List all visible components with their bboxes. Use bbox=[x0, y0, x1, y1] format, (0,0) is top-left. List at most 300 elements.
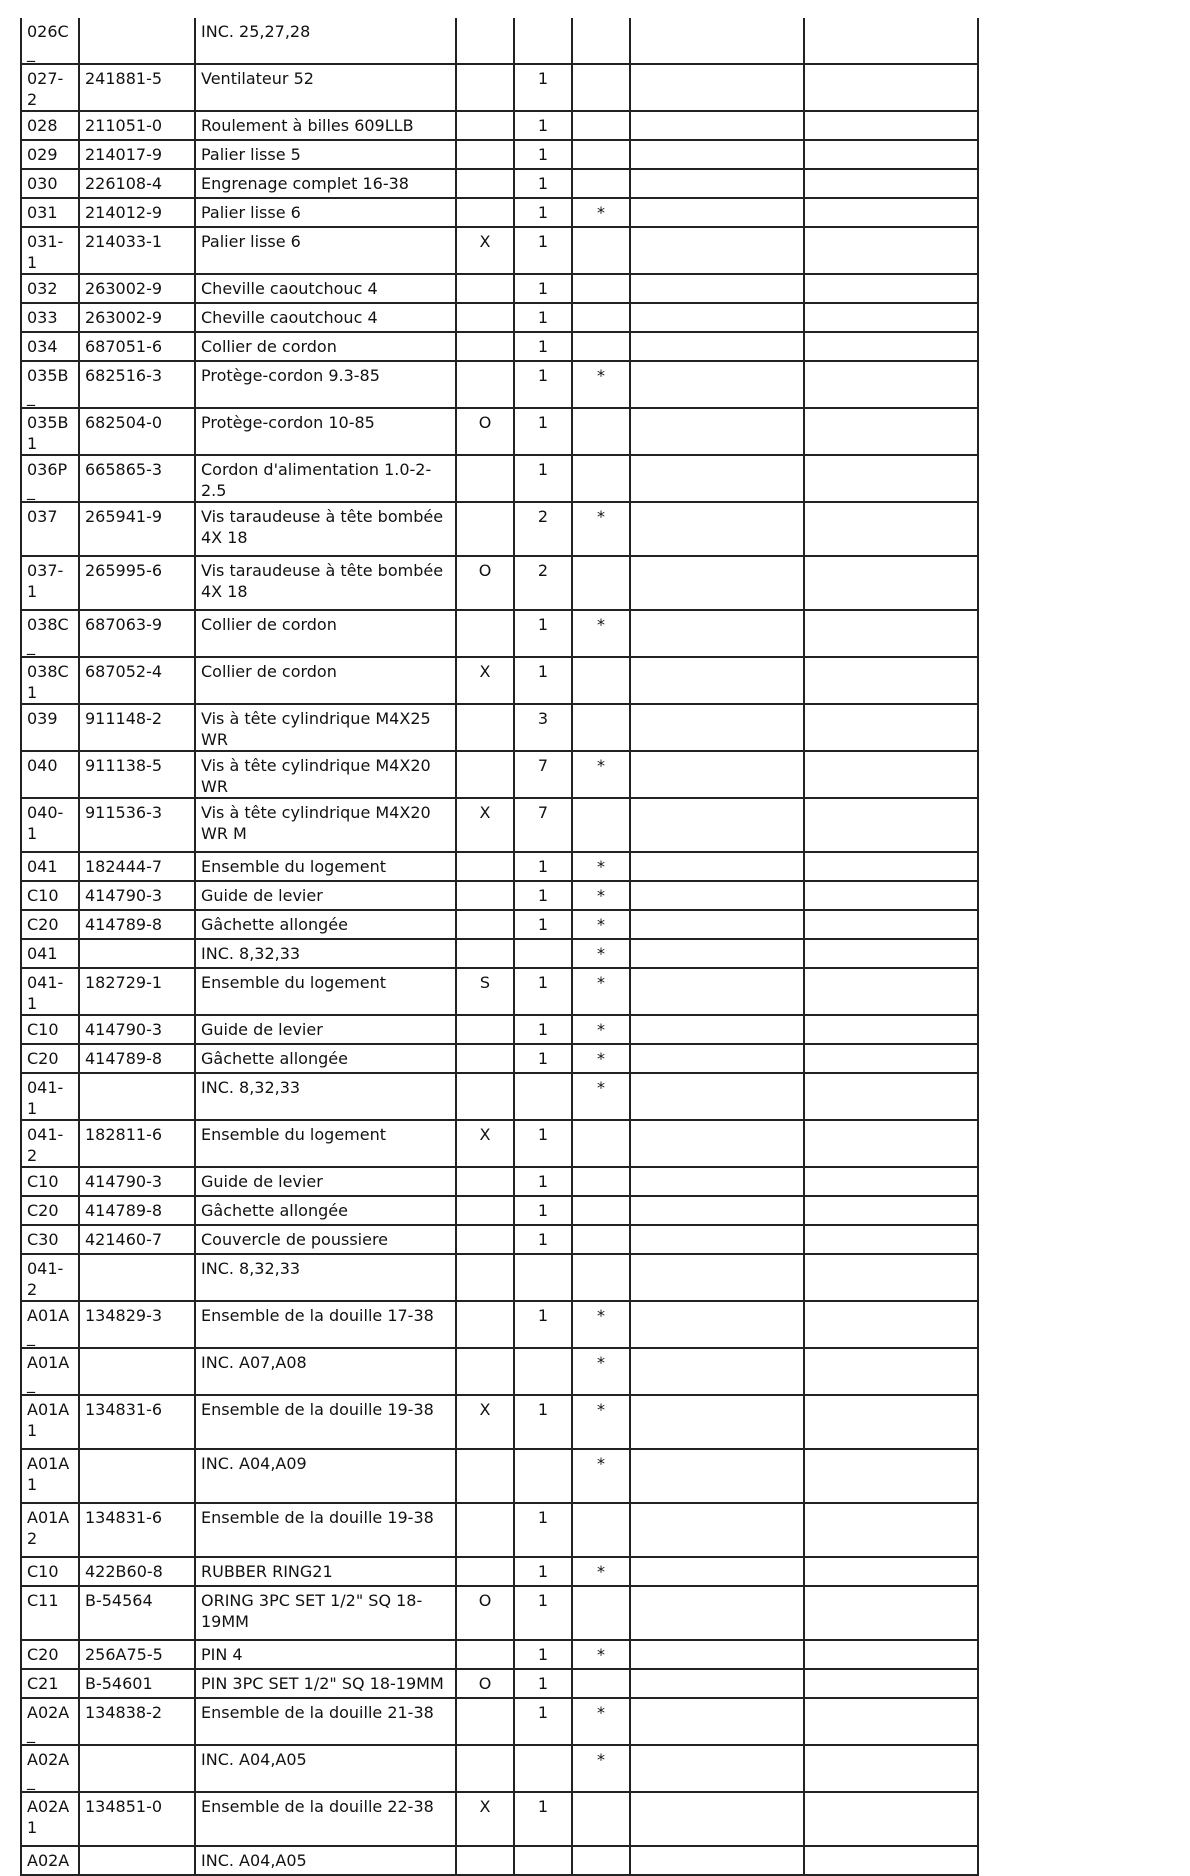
item-number-cell: C20 bbox=[21, 1196, 79, 1225]
note-cell bbox=[630, 1669, 804, 1698]
mark-cell: * bbox=[572, 1073, 630, 1120]
table-row bbox=[21, 111, 978, 140]
description-cell: Roulement à billes 609LLB bbox=[195, 111, 456, 140]
table-row bbox=[21, 1503, 978, 1557]
part-number-cell: 214033-1 bbox=[79, 227, 195, 274]
mark-cell bbox=[572, 1254, 630, 1301]
note-cell bbox=[630, 408, 804, 455]
remark-cell bbox=[804, 1120, 978, 1167]
description-cell: Ensemble du logement bbox=[195, 852, 456, 881]
remark-cell bbox=[804, 1745, 978, 1792]
flag-cell bbox=[456, 1044, 514, 1073]
quantity-cell: 1 bbox=[514, 1196, 572, 1225]
flag-cell bbox=[456, 1167, 514, 1196]
remark-cell bbox=[804, 169, 978, 198]
item-number-cell: C10 bbox=[21, 1557, 79, 1586]
part-number-cell bbox=[79, 939, 195, 968]
part-number-cell: 226108-4 bbox=[79, 169, 195, 198]
item-number-cell: 038C_ bbox=[21, 610, 79, 657]
note-cell bbox=[630, 303, 804, 332]
mark-cell bbox=[572, 303, 630, 332]
part-number-cell bbox=[79, 1073, 195, 1120]
description-cell: Protège-cordon 10-85 bbox=[195, 408, 456, 455]
remark-cell bbox=[804, 502, 978, 556]
part-number-cell bbox=[79, 1846, 195, 1875]
flag-cell: X bbox=[456, 798, 514, 852]
part-number-cell: 241881-5 bbox=[79, 64, 195, 111]
quantity-cell: 1 bbox=[514, 408, 572, 455]
description-cell: Ensemble de la douille 17-38 bbox=[195, 1301, 456, 1348]
mark-cell bbox=[572, 1669, 630, 1698]
remark-cell bbox=[804, 704, 978, 751]
remark-cell bbox=[804, 408, 978, 455]
description-cell: Cheville caoutchouc 4 bbox=[195, 274, 456, 303]
mark-cell bbox=[572, 64, 630, 111]
description-cell: Palier lisse 6 bbox=[195, 227, 456, 274]
table-row bbox=[21, 455, 978, 502]
remark-cell bbox=[804, 751, 978, 798]
item-number-cell: C11 bbox=[21, 1586, 79, 1640]
remark-cell bbox=[804, 1669, 978, 1698]
note-cell bbox=[630, 502, 804, 556]
remark-cell bbox=[804, 939, 978, 968]
note-cell bbox=[630, 111, 804, 140]
quantity-cell: 1 bbox=[514, 140, 572, 169]
item-number-cell: 040-1 bbox=[21, 798, 79, 852]
mark-cell: * bbox=[572, 852, 630, 881]
quantity-cell: 1 bbox=[514, 274, 572, 303]
mark-cell: * bbox=[572, 1449, 630, 1503]
quantity-cell: 1 bbox=[514, 657, 572, 704]
item-number-cell: C21 bbox=[21, 1669, 79, 1698]
table-row bbox=[21, 1225, 978, 1254]
part-number-cell bbox=[79, 1745, 195, 1792]
mark-cell: * bbox=[572, 751, 630, 798]
table-row bbox=[21, 361, 978, 408]
item-number-cell: 033 bbox=[21, 303, 79, 332]
note-cell bbox=[630, 361, 804, 408]
part-number-cell: 911536-3 bbox=[79, 798, 195, 852]
remark-cell bbox=[804, 274, 978, 303]
quantity-cell bbox=[514, 1254, 572, 1301]
table-row bbox=[21, 303, 978, 332]
note-cell bbox=[630, 274, 804, 303]
remark-cell bbox=[804, 332, 978, 361]
flag-cell bbox=[456, 1301, 514, 1348]
note-cell bbox=[630, 1745, 804, 1792]
note-cell bbox=[630, 798, 804, 852]
quantity-cell: 1 bbox=[514, 852, 572, 881]
part-number-cell: 687051-6 bbox=[79, 332, 195, 361]
item-number-cell: 032 bbox=[21, 274, 79, 303]
remark-cell bbox=[804, 1254, 978, 1301]
description-cell: Ensemble de la douille 19-38 bbox=[195, 1395, 456, 1449]
description-cell: Gâchette allongée bbox=[195, 910, 456, 939]
remark-cell bbox=[804, 361, 978, 408]
table-row bbox=[21, 1301, 978, 1348]
flag-cell bbox=[456, 18, 514, 64]
quantity-cell: 1 bbox=[514, 303, 572, 332]
mark-cell: * bbox=[572, 1044, 630, 1073]
flag-cell bbox=[456, 1846, 514, 1875]
quantity-cell bbox=[514, 1745, 572, 1792]
description-cell: Gâchette allongée bbox=[195, 1196, 456, 1225]
flag-cell bbox=[456, 1254, 514, 1301]
flag-cell bbox=[456, 881, 514, 910]
item-number-cell: A02A_ bbox=[21, 1698, 79, 1745]
item-number-cell: C20 bbox=[21, 1640, 79, 1669]
table-row bbox=[21, 274, 978, 303]
table-row bbox=[21, 64, 978, 111]
part-number-cell: 414790-3 bbox=[79, 1167, 195, 1196]
description-cell: Vis à tête cylindrique M4X25 WR bbox=[195, 704, 456, 751]
item-number-cell: 039 bbox=[21, 704, 79, 751]
mark-cell: * bbox=[572, 881, 630, 910]
flag-cell bbox=[456, 455, 514, 502]
part-number-cell: 665865-3 bbox=[79, 455, 195, 502]
remark-cell bbox=[804, 1015, 978, 1044]
part-number-cell bbox=[79, 1449, 195, 1503]
quantity-cell: 1 bbox=[514, 1044, 572, 1073]
item-number-cell: 031-1 bbox=[21, 227, 79, 274]
part-number-cell bbox=[79, 1254, 195, 1301]
description-cell: Ensemble du logement bbox=[195, 1120, 456, 1167]
item-number-cell: 036P_ bbox=[21, 455, 79, 502]
table-row bbox=[21, 1348, 978, 1395]
quantity-cell bbox=[514, 1348, 572, 1395]
table-row bbox=[21, 968, 978, 1015]
part-number-cell: 911148-2 bbox=[79, 704, 195, 751]
mark-cell: * bbox=[572, 968, 630, 1015]
mark-cell: * bbox=[572, 939, 630, 968]
quantity-cell: 1 bbox=[514, 1395, 572, 1449]
mark-cell bbox=[572, 408, 630, 455]
description-cell: RUBBER RING21 bbox=[195, 1557, 456, 1586]
flag-cell bbox=[456, 303, 514, 332]
mark-cell bbox=[572, 1120, 630, 1167]
description-cell: Cheville caoutchouc 4 bbox=[195, 303, 456, 332]
item-number-cell: C10 bbox=[21, 1015, 79, 1044]
description-cell: PIN 3PC SET 1/2" SQ 18-19MM bbox=[195, 1669, 456, 1698]
item-number-cell: 030 bbox=[21, 169, 79, 198]
item-number-cell: C20 bbox=[21, 1044, 79, 1073]
flag-cell bbox=[456, 64, 514, 111]
part-number-cell: 687052-4 bbox=[79, 657, 195, 704]
item-number-cell: 028 bbox=[21, 111, 79, 140]
part-number-cell: 263002-9 bbox=[79, 303, 195, 332]
flag-cell bbox=[456, 502, 514, 556]
note-cell bbox=[630, 64, 804, 111]
part-number-cell: 414790-3 bbox=[79, 881, 195, 910]
flag-cell: X bbox=[456, 657, 514, 704]
table-row bbox=[21, 1557, 978, 1586]
flag-cell: X bbox=[456, 227, 514, 274]
part-number-cell: 134831-6 bbox=[79, 1395, 195, 1449]
quantity-cell: 1 bbox=[514, 1640, 572, 1669]
quantity-cell: 2 bbox=[514, 556, 572, 610]
table-row bbox=[21, 169, 978, 198]
note-cell bbox=[630, 1792, 804, 1846]
quantity-cell: 1 bbox=[514, 332, 572, 361]
remark-cell bbox=[804, 64, 978, 111]
table-row bbox=[21, 704, 978, 751]
mark-cell bbox=[572, 169, 630, 198]
note-cell bbox=[630, 657, 804, 704]
item-number-cell: 027-2 bbox=[21, 64, 79, 111]
mark-cell: * bbox=[572, 610, 630, 657]
description-cell: Collier de cordon bbox=[195, 657, 456, 704]
part-number-cell: B-54564 bbox=[79, 1586, 195, 1640]
remark-cell bbox=[804, 1846, 978, 1875]
item-number-cell: 035B_ bbox=[21, 361, 79, 408]
flag-cell: X bbox=[456, 1120, 514, 1167]
table-row bbox=[21, 657, 978, 704]
quantity-cell: 7 bbox=[514, 798, 572, 852]
remark-cell bbox=[804, 798, 978, 852]
part-number-cell: 134851-0 bbox=[79, 1792, 195, 1846]
table-row bbox=[21, 502, 978, 556]
description-cell: INC. 8,32,33 bbox=[195, 939, 456, 968]
quantity-cell: 1 bbox=[514, 910, 572, 939]
description-cell: Palier lisse 6 bbox=[195, 198, 456, 227]
quantity-cell bbox=[514, 1449, 572, 1503]
table-row bbox=[21, 1044, 978, 1073]
quantity-cell: 1 bbox=[514, 968, 572, 1015]
flag-cell bbox=[456, 169, 514, 198]
note-cell bbox=[630, 1557, 804, 1586]
remark-cell bbox=[804, 610, 978, 657]
quantity-cell: 1 bbox=[514, 64, 572, 111]
item-number-cell: A01A_ bbox=[21, 1301, 79, 1348]
parts-table bbox=[20, 18, 979, 1876]
description-cell: Guide de levier bbox=[195, 881, 456, 910]
flag-cell bbox=[456, 1698, 514, 1745]
item-number-cell: 035B1 bbox=[21, 408, 79, 455]
remark-cell bbox=[804, 1503, 978, 1557]
note-cell bbox=[630, 939, 804, 968]
flag-cell: X bbox=[456, 1792, 514, 1846]
description-cell: INC. A04,A09 bbox=[195, 1449, 456, 1503]
note-cell bbox=[630, 1301, 804, 1348]
part-number-cell bbox=[79, 18, 195, 64]
part-number-cell: 182811-6 bbox=[79, 1120, 195, 1167]
quantity-cell: 1 bbox=[514, 1015, 572, 1044]
mark-cell bbox=[572, 1846, 630, 1875]
table-row bbox=[21, 1254, 978, 1301]
table-row bbox=[21, 556, 978, 610]
note-cell bbox=[630, 1254, 804, 1301]
part-number-cell: 687063-9 bbox=[79, 610, 195, 657]
mark-cell bbox=[572, 227, 630, 274]
remark-cell bbox=[804, 1395, 978, 1449]
description-cell: Palier lisse 5 bbox=[195, 140, 456, 169]
table-row bbox=[21, 1640, 978, 1669]
part-number-cell: 421460-7 bbox=[79, 1225, 195, 1254]
table-row bbox=[21, 1015, 978, 1044]
remark-cell bbox=[804, 910, 978, 939]
part-number-cell: 265995-6 bbox=[79, 556, 195, 610]
part-number-cell: 134829-3 bbox=[79, 1301, 195, 1348]
mark-cell: * bbox=[572, 198, 630, 227]
note-cell bbox=[630, 1044, 804, 1073]
parts-table-body bbox=[21, 18, 978, 1875]
table-row bbox=[21, 140, 978, 169]
note-cell bbox=[630, 1196, 804, 1225]
flag-cell bbox=[456, 361, 514, 408]
remark-cell bbox=[804, 111, 978, 140]
note-cell bbox=[630, 1167, 804, 1196]
flag-cell bbox=[456, 610, 514, 657]
quantity-cell: 1 bbox=[514, 111, 572, 140]
note-cell bbox=[630, 910, 804, 939]
flag-cell: X bbox=[456, 1395, 514, 1449]
part-number-cell: 263002-9 bbox=[79, 274, 195, 303]
note-cell bbox=[630, 610, 804, 657]
description-cell: Ensemble de la douille 21-38 bbox=[195, 1698, 456, 1745]
note-cell bbox=[630, 140, 804, 169]
note-cell bbox=[630, 169, 804, 198]
remark-cell bbox=[804, 227, 978, 274]
table-row bbox=[21, 798, 978, 852]
item-number-cell: A01A1 bbox=[21, 1449, 79, 1503]
part-number-cell: 911138-5 bbox=[79, 751, 195, 798]
item-number-cell: A01A2 bbox=[21, 1503, 79, 1557]
item-number-cell: 038C1 bbox=[21, 657, 79, 704]
description-cell: Vis taraudeuse à tête bombée 4X 18 bbox=[195, 556, 456, 610]
remark-cell bbox=[804, 140, 978, 169]
flag-cell bbox=[456, 751, 514, 798]
quantity-cell: 2 bbox=[514, 502, 572, 556]
note-cell bbox=[630, 1225, 804, 1254]
mark-cell: * bbox=[572, 910, 630, 939]
table-row bbox=[21, 1167, 978, 1196]
remark-cell bbox=[804, 1792, 978, 1846]
note-cell bbox=[630, 1586, 804, 1640]
item-number-cell: C10 bbox=[21, 1167, 79, 1196]
note-cell bbox=[630, 455, 804, 502]
flag-cell bbox=[456, 1225, 514, 1254]
flag-cell bbox=[456, 704, 514, 751]
description-cell: Ventilateur 52 bbox=[195, 64, 456, 111]
mark-cell bbox=[572, 274, 630, 303]
description-cell: Ensemble du logement bbox=[195, 968, 456, 1015]
part-number-cell: 414789-8 bbox=[79, 1044, 195, 1073]
part-number-cell: 256A75-5 bbox=[79, 1640, 195, 1669]
mark-cell: * bbox=[572, 361, 630, 408]
item-number-cell: 040 bbox=[21, 751, 79, 798]
table-row bbox=[21, 332, 978, 361]
note-cell bbox=[630, 751, 804, 798]
description-cell: Ensemble de la douille 22-38 bbox=[195, 1792, 456, 1846]
remark-cell bbox=[804, 1557, 978, 1586]
part-number-cell: 134838-2 bbox=[79, 1698, 195, 1745]
mark-cell bbox=[572, 556, 630, 610]
part-number-cell: 211051-0 bbox=[79, 111, 195, 140]
part-number-cell: 134831-6 bbox=[79, 1503, 195, 1557]
part-number-cell: 265941-9 bbox=[79, 502, 195, 556]
flag-cell: O bbox=[456, 1669, 514, 1698]
item-number-cell: 041 bbox=[21, 852, 79, 881]
description-cell: ORING 3PC SET 1/2" SQ 18-19MM bbox=[195, 1586, 456, 1640]
remark-cell bbox=[804, 303, 978, 332]
quantity-cell bbox=[514, 1846, 572, 1875]
note-cell bbox=[630, 1015, 804, 1044]
remark-cell bbox=[804, 1640, 978, 1669]
part-number-cell: B-54601 bbox=[79, 1669, 195, 1698]
description-cell: Cordon d'alimentation 1.0-2-2.5 bbox=[195, 455, 456, 502]
remark-cell bbox=[804, 1698, 978, 1745]
quantity-cell bbox=[514, 18, 572, 64]
note-cell bbox=[630, 332, 804, 361]
item-number-cell: A01A1 bbox=[21, 1395, 79, 1449]
part-number-cell bbox=[79, 1348, 195, 1395]
table-row bbox=[21, 1586, 978, 1640]
remark-cell bbox=[804, 1301, 978, 1348]
description-cell: Vis à tête cylindrique M4X20 WR M bbox=[195, 798, 456, 852]
description-cell: Collier de cordon bbox=[195, 610, 456, 657]
description-cell: Gâchette allongée bbox=[195, 1044, 456, 1073]
flag-cell bbox=[456, 1557, 514, 1586]
flag-cell bbox=[456, 140, 514, 169]
description-cell: INC. 25,27,28 bbox=[195, 18, 456, 64]
quantity-cell: 1 bbox=[514, 198, 572, 227]
mark-cell bbox=[572, 1167, 630, 1196]
item-number-cell: 041-2 bbox=[21, 1254, 79, 1301]
mark-cell bbox=[572, 1792, 630, 1846]
remark-cell bbox=[804, 1044, 978, 1073]
item-number-cell: 037-1 bbox=[21, 556, 79, 610]
quantity-cell: 7 bbox=[514, 751, 572, 798]
mark-cell: * bbox=[572, 1640, 630, 1669]
quantity-cell: 1 bbox=[514, 169, 572, 198]
description-cell: Guide de levier bbox=[195, 1015, 456, 1044]
quantity-cell: 1 bbox=[514, 881, 572, 910]
part-number-cell: 182729-1 bbox=[79, 968, 195, 1015]
remark-cell bbox=[804, 198, 978, 227]
remark-cell bbox=[804, 968, 978, 1015]
quantity-cell: 1 bbox=[514, 1503, 572, 1557]
table-row bbox=[21, 1745, 978, 1792]
remark-cell bbox=[804, 455, 978, 502]
mark-cell: * bbox=[572, 1348, 630, 1395]
remark-cell bbox=[804, 881, 978, 910]
flag-cell bbox=[456, 1640, 514, 1669]
mark-cell: * bbox=[572, 1745, 630, 1792]
part-number-cell: 182444-7 bbox=[79, 852, 195, 881]
flag-cell: O bbox=[456, 1586, 514, 1640]
remark-cell bbox=[804, 852, 978, 881]
part-number-cell: 214012-9 bbox=[79, 198, 195, 227]
description-cell: Protège-cordon 9.3-85 bbox=[195, 361, 456, 408]
item-number-cell: C20 bbox=[21, 910, 79, 939]
part-number-cell: 414789-8 bbox=[79, 910, 195, 939]
note-cell bbox=[630, 1503, 804, 1557]
item-number-cell: A01A_ bbox=[21, 1348, 79, 1395]
flag-cell bbox=[456, 852, 514, 881]
description-cell: PIN 4 bbox=[195, 1640, 456, 1669]
note-cell bbox=[630, 18, 804, 64]
description-cell: Couvercle de poussiere bbox=[195, 1225, 456, 1254]
mark-cell bbox=[572, 455, 630, 502]
description-cell: Collier de cordon bbox=[195, 332, 456, 361]
mark-cell bbox=[572, 1225, 630, 1254]
item-number-cell: 034 bbox=[21, 332, 79, 361]
quantity-cell: 1 bbox=[514, 455, 572, 502]
description-cell: Engrenage complet 16-38 bbox=[195, 169, 456, 198]
item-number-cell: 031 bbox=[21, 198, 79, 227]
note-cell bbox=[630, 556, 804, 610]
quantity-cell: 1 bbox=[514, 1669, 572, 1698]
